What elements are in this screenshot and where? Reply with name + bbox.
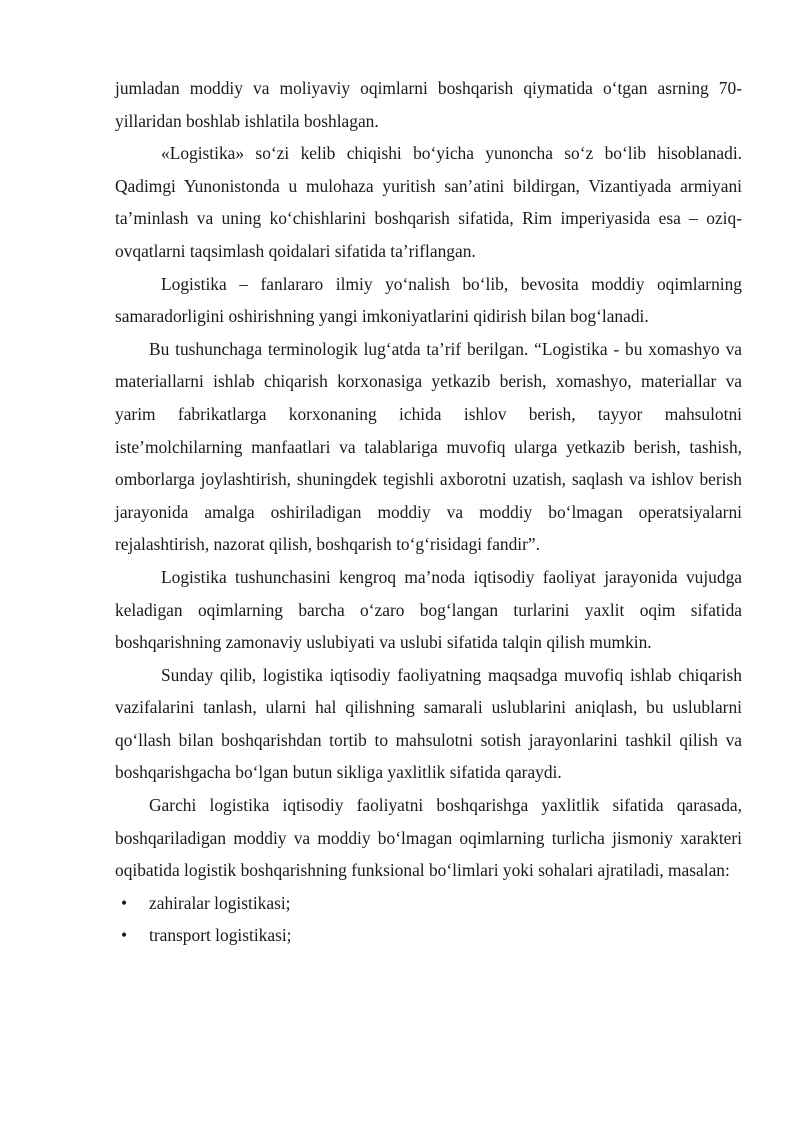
bullet-icon: • [120, 925, 128, 946]
bullet-icon: • [120, 892, 128, 913]
paragraph-functional-areas: Garchi logistika iqtisodiy faoliyatni boshqarishga yaxlitlik sifatida qarasada, boshqariladigan moddiy va moddiy bo‘lmagan oqimlarning turlicha jismoniy xarakteri oqibatida logistik boshqarishning funksional bo‘limlari yoki sohalari ajratiladi, masalan: [115, 795, 742, 881]
paragraph-terminological-definition: Bu tushunchaga terminologik lug‘atda ta’rif berilgan. “Logistika - bu xomashyo va materiallarni ishlab chiqarish korxonasiga yetkazib berish, xomashyo, materiallar va yarim fabrikatlarga korxonaning ichida ishlov berish, tayyor mahsulotni iste’molchilarning manfaatlari va talablariga muvofiq ularga yetkazib berish, tashish, omborlarga joylashtirish, shuningdek tegishli axborotni uzatish, saqlash va ishlov berish jarayonida amalga oshiriladigan moddiy va moddiy bo‘lmagan operatsiyalarni rejalashtirish, nazorat qilish, boshqarish to‘g‘risidagi fandir”. [115, 338, 742, 555]
list-item-text: zahiralar logistikasi; [149, 892, 291, 913]
paragraph-summary: Sunday qilib, logistika iqtisodiy faoliyatning maqsadga muvofiq ishlab chiqarish vazifalarini tanlash, ularni hal qilishning samarali uslublarini aniqlash, bu uslublarni qo‘llash bilan boshqarishdan tortib to mahsulotni sotish jarayonlarini tashkil qilish va boshqarishgacha bo‘lgan butun sikliga yaxlitlik sifatida qaraydi. [115, 664, 742, 783]
paragraph-etymology: «Logistika» so‘zi kelib chiqishi bo‘yicha yunoncha so‘z bo‘lib hisoblanadi. Qadimgi Yunonistonda u mulohaza yuritish san’atini bildirgan, Vizantiyada armiyani ta’minlash va uning ko‘chishlarini boshqarish sifatida, Rim imperiyasida esa – oziq-ovqatlarni taqsimlash qoidalari sifatida ta’riflangan. [115, 143, 742, 261]
paragraph-definition-interdisciplinary: Logistika – fanlararo ilmiy yo‘nalish bo‘lib, bevosita moddiy oqimlarning samaradorligini oshirishning yangi imkoniyatlarini qidirish bilan bog‘lanadi. [115, 273, 742, 327]
paragraph-continuation: jumladan moddiy va moliyaviy oqimlarni boshqarish qiymatida o‘tgan asrning 70-yillaridan boshlab ishlatila boshlagan. [115, 78, 742, 131]
paragraph-broad-meaning: Logistika tushunchasini kengroq ma’noda iqtisodiy faoliyat jarayonida vujudga keladigan oqimlarning barcha o‘zaro bog‘langan turlarini yaxlit oqim sifatida boshqarishning zamonaviy uslubiyati va uslubi sifatida talqin qilish mumkin. [115, 566, 742, 653]
list-item [115, 919, 742, 952]
list-item [115, 887, 742, 920]
document-page [115, 72, 742, 952]
bullet-list [115, 887, 742, 952]
list-item-text: transport logistikasi; [149, 925, 292, 946]
